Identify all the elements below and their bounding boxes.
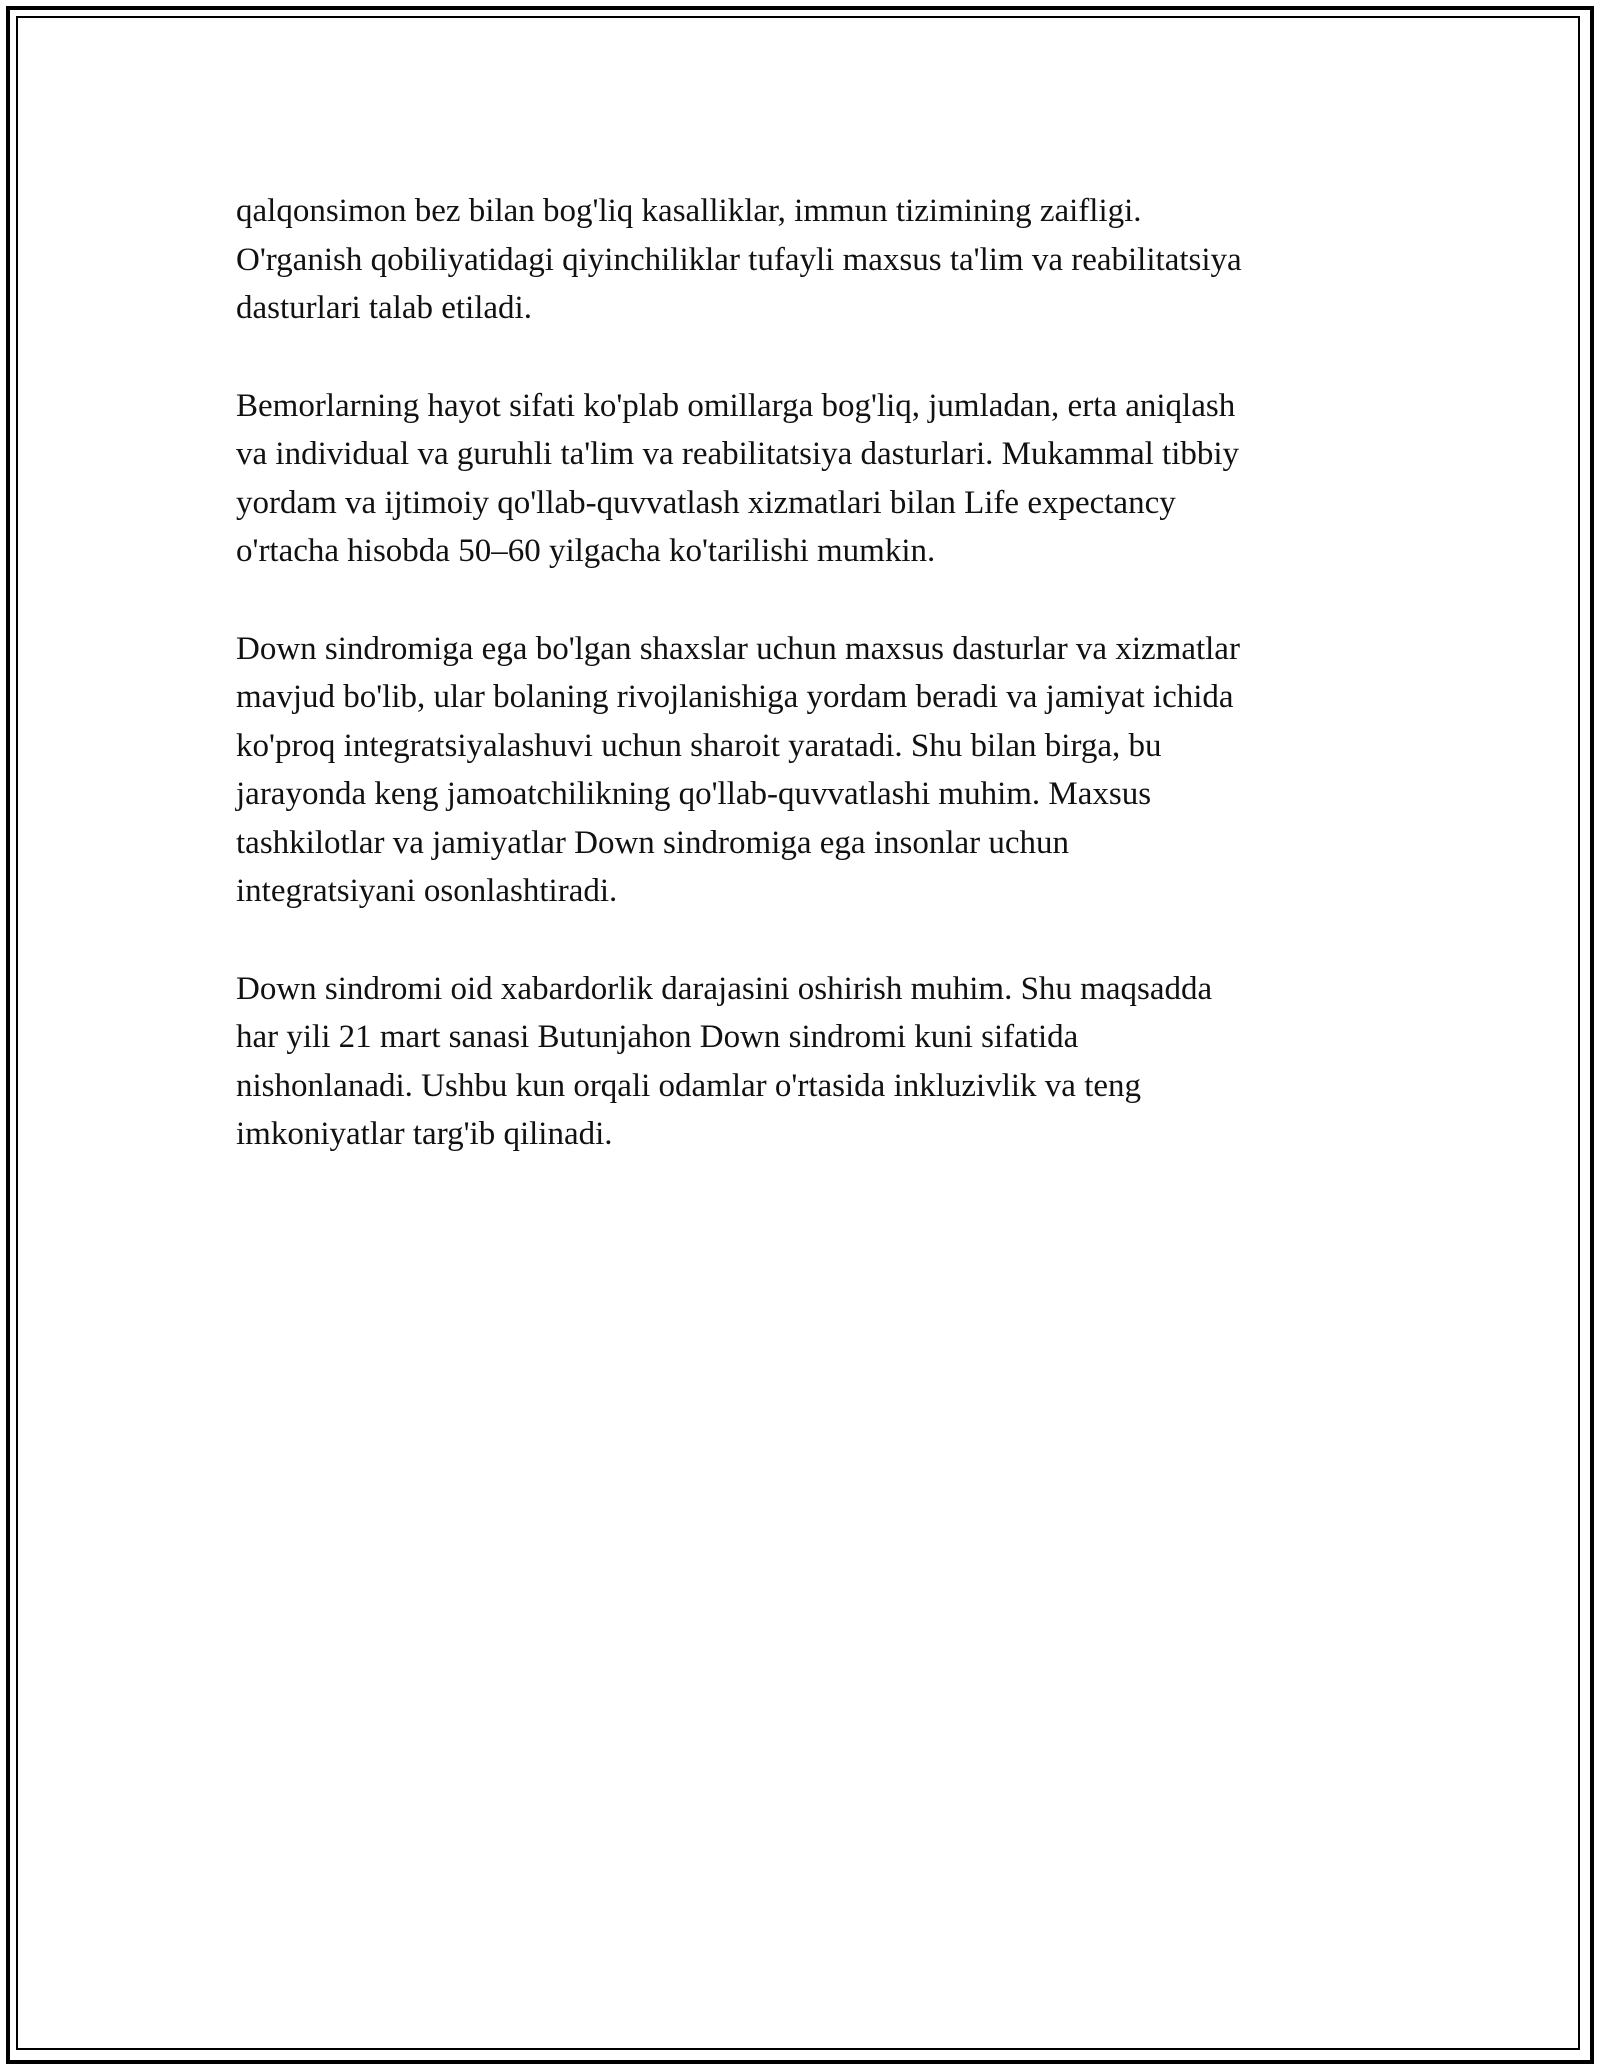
paragraph-awareness-day: Down sindromi oid xabardorlik darajasini oshirish muhim. Shu maqsadda har yili 21 mart sanasi Butunjahon Down sindromi kuni sifatida nishonlanadi. Ushbu kun orqali odamlar o'rtasida inkluzivlik va teng imkoniyatlar targ'ib qilinadi. bbox=[236, 970, 1213, 1152]
document-body bbox=[236, 187, 1366, 1208]
paragraph-quality-of-life: Bemorlarning hayot sifati ko'plab omillarga bog'liq, jumladan, erta aniqlash va individual va guruhli ta'lim va reabilitatsiya dasturlari. Mukammal tibbiy yordam va ijtimoiy qo'llab-quvvatlash xizmatlari bilan Life expectancy o'rtacha hisobda 50–60 yilgacha ko'tarilishi mumkin. bbox=[236, 387, 1240, 569]
paragraph-health-issues: qalqonsimon bez bilan bog'liq kasalliklar, immun tizimining zaifligi. O'rganish qobiliyatidagi qiyinchiliklar tufayli maxsus ta'lim va reabilitatsiya dasturlari talab etiladi. bbox=[236, 193, 1242, 326]
paragraph-programs-services: Down sindromiga ega bo'lgan shaxslar uchun maxsus dasturlar va xizmatlar mavjud bo'lib, ular bolaning rivojlanishiga yordam beradi va jamiyat ichida ko'proq integratsiyalashuvi uchun sharoit yaratadi. Shu bilan birga, bu jarayonda keng jamoatchilikning qo'llab-quvvatlashi muhim. Maxsus tashkilotlar va jamiyatlar Down sindromiga ega insonlar uchun integratsiyani osonlashtiradi. bbox=[236, 630, 1240, 909]
